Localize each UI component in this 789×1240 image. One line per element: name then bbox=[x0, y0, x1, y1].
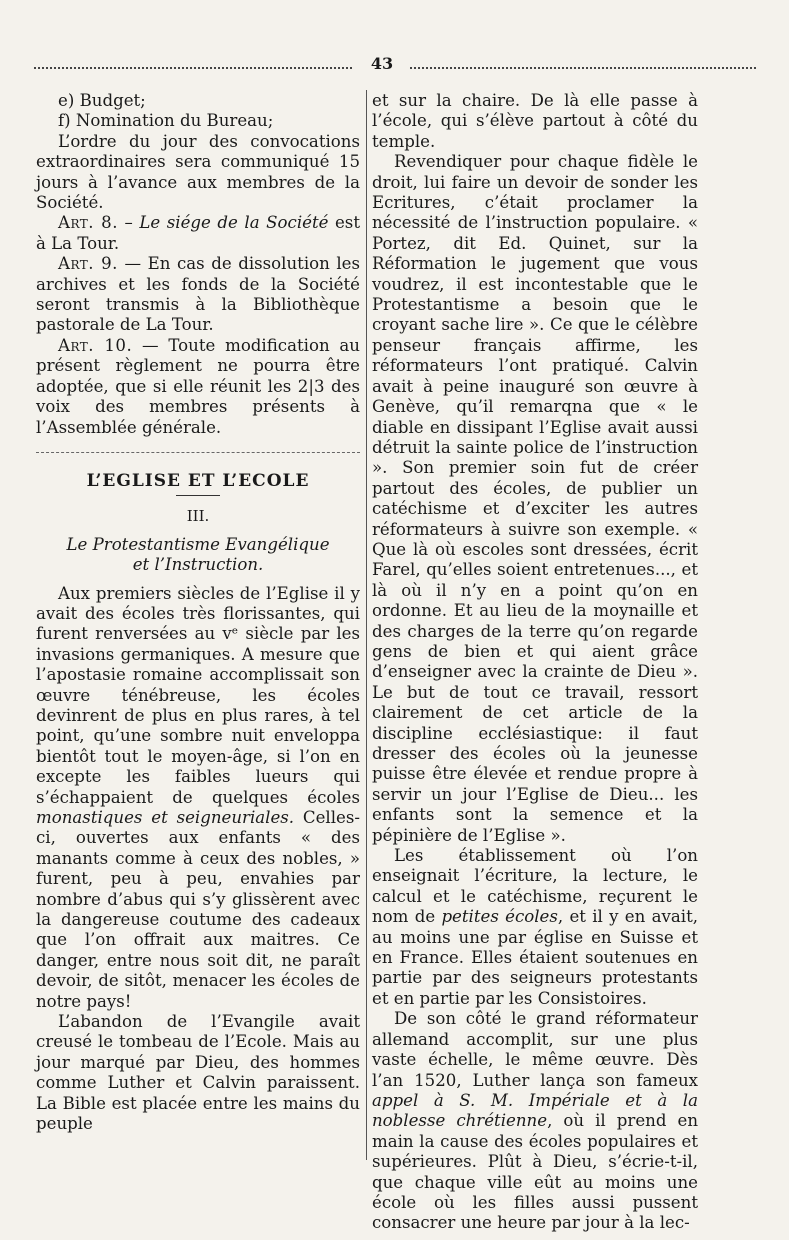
section-title: L’EGLISE ET L’ECOLE bbox=[86, 470, 310, 491]
paragraph-continuation: et sur la chaire. De là elle passe à l’école, qui s’élève partout à côté du temple. bbox=[372, 91, 698, 151]
header-rule-left bbox=[34, 67, 352, 69]
header-rule-right bbox=[410, 67, 756, 69]
right-column bbox=[372, 91, 698, 1234]
article-8-italic: Le siége de la Société bbox=[139, 213, 329, 233]
subtitle-line-2: et l’Instruction. bbox=[132, 555, 264, 575]
article-8 bbox=[36, 213, 360, 254]
paragraph-text: De son côté le grand réformateur allemand accomplit, sur une plus vaste échelle, le même œuvre. Dès l’an 1520, Luther lança son fameux bbox=[372, 1009, 698, 1090]
article-10-text: — Toute modification au présent règlement ne pourra être adoptée, que si elle réunit les 2|3 des voix des membres présents à l’Assemblée générale. bbox=[36, 335, 360, 437]
title-dash bbox=[176, 495, 220, 496]
paragraph-reformers: Revendiquer pour chaque fidèle le droit, lui faire un devoir de sonder les Ecritures, c’était proclamer la nécessité de l’instruction populaire. « Portez, dit Ed. Quinet, sur la Réformation le jugement que vous voudrez, il est incontestable que le Protestantisme a besoin que le croyant sache lire ». Ce que le célèbre penseur français affirme, les réformateurs l’ont pratiqué. Calvin avait à peine inauguré son œuvre à Genève, qu’il remarqna que « le diable en dissipant l’Eglise avait aussi détruit la sainte police de l’instruction ». Son premier soin fut de créer partout des écoles, de publier un catéchisme et d’exciter les autres réformateurs à suivre son exemple. « Que là où escoles sont dressées, écrit Farel, qu’elles soient entretenues..., et là où il n’y en a point qu’on en ordonne. Et au lieu de la moynaille et des charges de la terre qu’on regarde gens de bien et qui aient grâce d’enseigner avec la crainte de Dieu ». Le but de tout ce travail, ressort clairement de cet article de la discipline ecclésiastique: il faut dresser des écoles où la jeunesse puisse être élevée et rendue propre à servir un jour l’Eglise de Dieu... les enfants sont la semence et la pépinière de l’Eglise ». bbox=[372, 152, 698, 845]
paragraph-text: Les établissement où l’on enseignait l’écriture, la lecture, le calcul et le catéchisme, reçurent le nom de bbox=[372, 846, 698, 927]
paragraph-abandon: L’abandon de l’Evangile avait creusé le tombeau de l’Ecole. Mais au jour marqué par Dieu, des hommes comme Luther et Calvin paraissent. La Bible est placée entre les mains du peuple bbox=[36, 1012, 360, 1134]
paragraph-italic: monastiques et seigneuriales. bbox=[36, 808, 295, 827]
paragraph-text: , où il prend en main la cause des écoles populaires et supérieures. Plût à Dieu, s’écrie-t-il, que chaque ville eût au moins une école où les filles aussi pussent consacrer une heure par jour à la lec- bbox=[372, 1111, 699, 1233]
list-item-nomination: f) Nomination du Bureau; bbox=[58, 111, 274, 131]
page-header bbox=[34, 54, 756, 76]
article-9 bbox=[36, 254, 360, 336]
article-10-label: Art. 10. bbox=[58, 335, 133, 355]
article-8-text: est à La Tour. bbox=[36, 213, 360, 253]
paragraph-luther bbox=[372, 1009, 698, 1233]
paragraph-petites-ecoles bbox=[372, 846, 698, 1009]
page-number: 43 bbox=[370, 54, 394, 73]
convocations-paragraph: L’ordre du jour des convocations extraordinaires sera communiqué 15 jours à l’avance aux membres de la Société. bbox=[36, 131, 360, 213]
section-separator bbox=[36, 452, 360, 453]
section-number: III. bbox=[186, 507, 210, 526]
paragraph-early-schools bbox=[36, 584, 360, 1013]
paragraph-text: Celles-ci, ouvertes aux enfants « des manants comme à ceux des nobles, » furent, peu à peu, envahies par nombre d’abus qui s’y glissèrent avec la dangereuse coutume des cadeaux que l’on offrait aux maitres. Ce danger, entre nous soit dit, ne paraît devoir, de sitôt, menacer les écoles de notre pays! bbox=[36, 808, 360, 1011]
article-10 bbox=[36, 336, 360, 438]
subtitle-line-1: Le Protestantisme Evangélique bbox=[66, 534, 330, 554]
paragraph-italic: petites écoles bbox=[441, 907, 558, 927]
paragraph-text: Aux premiers siècles de l’Eglise il y avait des écoles très florissantes, qui furent renversées au vᵉ siècle par les invasions germaniques. A mesure que l’apostasie romaine accomplissait son œuvre ténébreuse, les écoles devinrent de plus en plus rares, à tel point, qu’une sombre nuit enveloppa bientôt tout le moyen-âge, si l’on en excepte les faibles lueurs qui s’échappaient de quelques écoles bbox=[36, 583, 360, 807]
left-column bbox=[36, 91, 360, 1135]
article-9-text: — En cas de dissolution les archives et les fonds de la Société seront transmis à la Bibliothèque pastorale de La Tour. bbox=[36, 254, 360, 335]
article-9-label: Art. 9. bbox=[58, 254, 118, 274]
column-divider bbox=[366, 90, 367, 1160]
paragraph-italic: appel à S. M. Impériale et à la noblesse chrétienne bbox=[372, 1090, 698, 1131]
article-8-sep: – bbox=[117, 213, 140, 233]
paragraph-text: , et il y en avait, au moins une par église en Suisse et en France. Elles étaient soutenues en partie par des seigneurs protestants et en partie par les Consistoires. bbox=[372, 907, 699, 1008]
list-item-budget: e) Budget; bbox=[58, 91, 146, 110]
section-subtitle bbox=[36, 535, 360, 576]
article-8-label: Art. 8. bbox=[58, 213, 118, 233]
